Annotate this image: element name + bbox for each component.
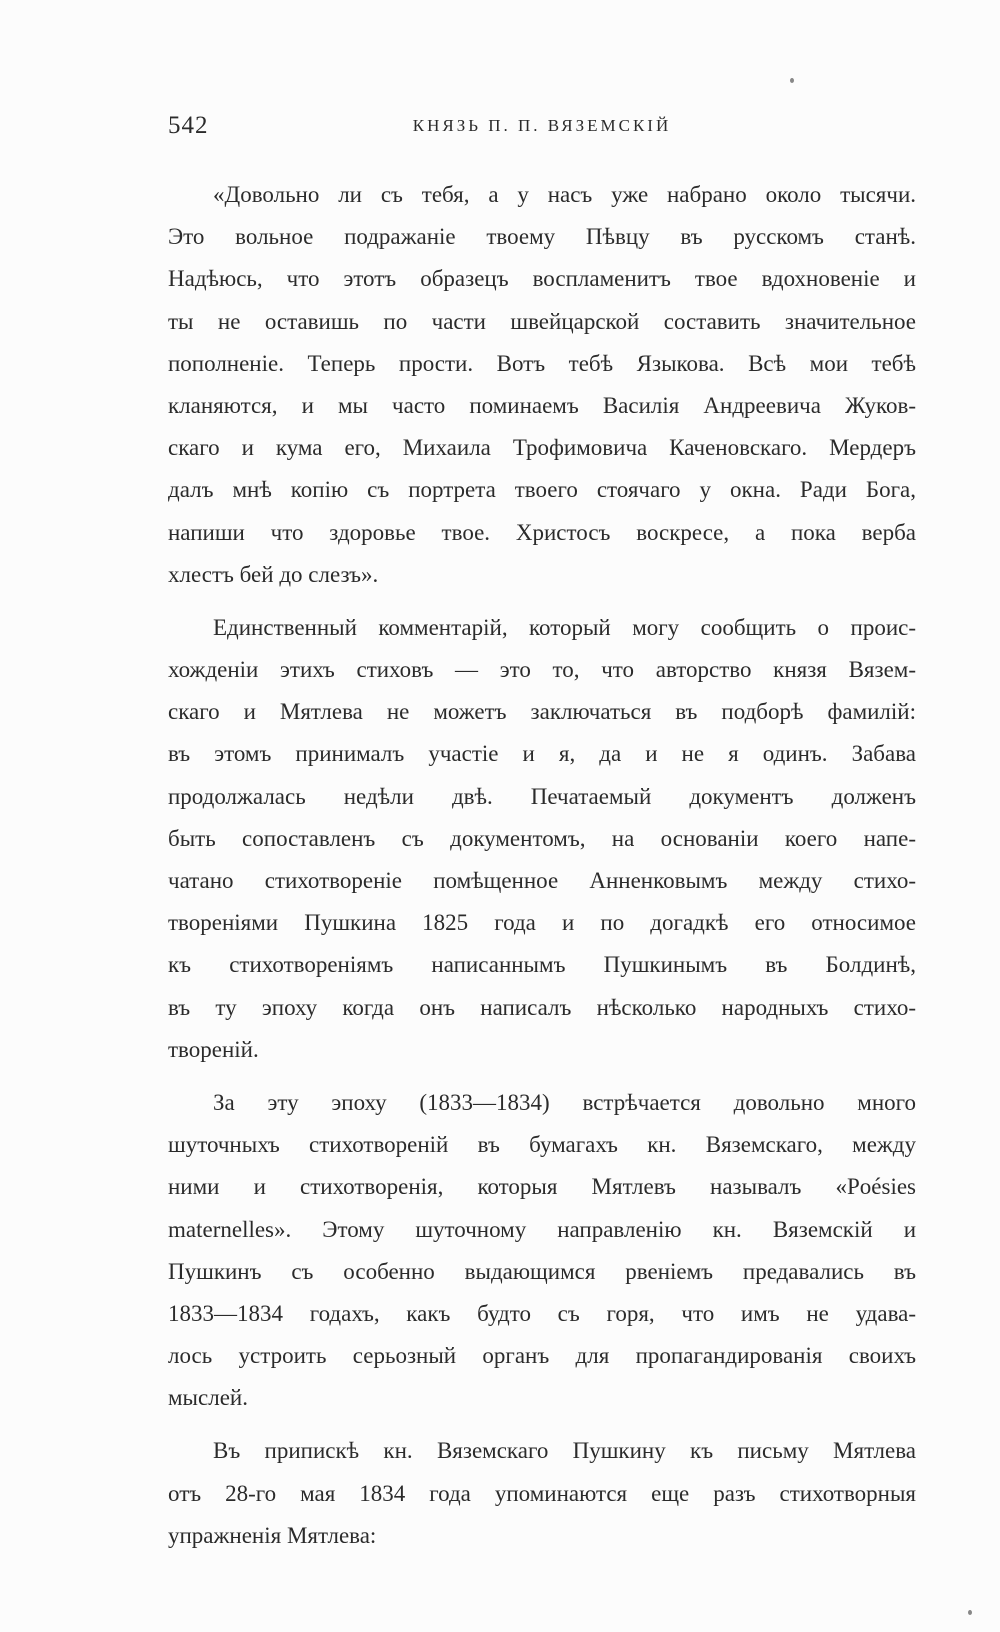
text-line: За эту эпоху (1833—1834) встрѣчается довольно много	[213, 1089, 916, 1115]
text-line: отъ 28-го мая 1834 года упоминаются еще разъ стихотворныя	[168, 1480, 916, 1506]
text-line: Пушкинъ съ особенно выдающимся рвеніемъ предавались въ	[168, 1258, 916, 1284]
text-line: упражненія Мятлева:	[168, 1522, 377, 1548]
text-line: хлестъ бей до слезъ».	[168, 561, 379, 587]
running-title: КНЯЗЬ П. П. ВЯЗЕМСКІЙ	[412, 116, 672, 135]
paragraph	[168, 174, 916, 596]
text-line: пополненіе. Теперь прости. Вотъ тебѣ Языкова. Всѣ мои тебѣ	[168, 350, 916, 376]
text-line: Единственный комментарій, который могу сообщить о проис-	[213, 614, 916, 640]
text-line: мыслей.	[168, 1385, 248, 1411]
paragraph	[168, 1430, 916, 1557]
text-line: напиши что здоровье твое. Христосъ воскресе, а пока верба	[168, 519, 916, 545]
text-line: далъ мнѣ копію съ портрета твоего стоячаго у окна. Ради Бога,	[168, 477, 916, 503]
page-header	[168, 112, 916, 152]
text-line: Въ припискѣ кн. Вяземскаго Пушкину къ письму Мятлева	[213, 1438, 916, 1464]
paragraph	[168, 607, 916, 1071]
text-line: хожденіи этихъ стиховъ — это то, что авторство князя Вязем-	[168, 657, 916, 683]
text-line: въ этомъ принималъ участіе и я, да и не я одинъ. Забава	[168, 741, 916, 767]
text-line: «Довольно ли съ тебя, а у насъ уже набрано около тысячи.	[213, 182, 916, 207]
page-number: 542	[168, 112, 209, 139]
text-line: Надѣюсь, что этотъ образецъ воспламенитъ твое вдохновеніе и	[168, 266, 916, 292]
text-line: Это вольное подражаніе твоему Пѣвцу въ русскомъ станѣ.	[168, 224, 916, 250]
print-speck	[790, 78, 794, 83]
text-line: ты не оставишь по части швейцарской составить значительное	[168, 308, 916, 334]
text-line: 1833—1834 годахъ, какъ будто съ горя, что имъ не удава-	[168, 1300, 916, 1326]
text-line: ними и стихотворенія, которыя Мятлевъ называлъ «Poésies	[168, 1174, 916, 1200]
text-line: въ ту эпоху когда онъ написалъ нѣсколько народныхъ стихо-	[168, 994, 916, 1020]
body-text	[168, 174, 916, 1557]
text-line: твореній.	[168, 1036, 259, 1062]
text-line: твореніями Пушкина 1825 года и по догадкѣ его относимое	[168, 910, 916, 936]
text-line: быть сопоставленъ съ документомъ, на основаніи коего напе-	[168, 825, 916, 851]
text-line: лось устроить серьозный органъ для пропагандированія своихъ	[168, 1343, 916, 1369]
text-line: продолжалась недѣли двѣ. Печатаемый документъ долженъ	[168, 783, 916, 809]
paragraph	[168, 1082, 916, 1420]
text-line: чатано стихотвореніе помѣщенное Анненковымъ между стихо-	[168, 868, 916, 893]
text-line: шуточныхъ стихотвореній въ бумагахъ кн. Вяземскаго, между	[168, 1132, 916, 1158]
text-line: скаго и Мятлева не можетъ заключаться въ подборѣ фамилій:	[168, 699, 916, 725]
text-line: скаго и кума его, Михаила Трофимовича Каченовскаго. Мердеръ	[168, 435, 916, 461]
print-speck	[968, 1610, 972, 1615]
text-line: къ стихотвореніямъ написаннымъ Пушкинымъ въ Болдинѣ,	[168, 952, 916, 978]
text-line: maternelles». Этому шуточному направленію кн. Вяземскій и	[168, 1216, 916, 1242]
text-line: кланяются, и мы часто поминаемъ Василія Андреевича Жуков-	[168, 392, 916, 418]
